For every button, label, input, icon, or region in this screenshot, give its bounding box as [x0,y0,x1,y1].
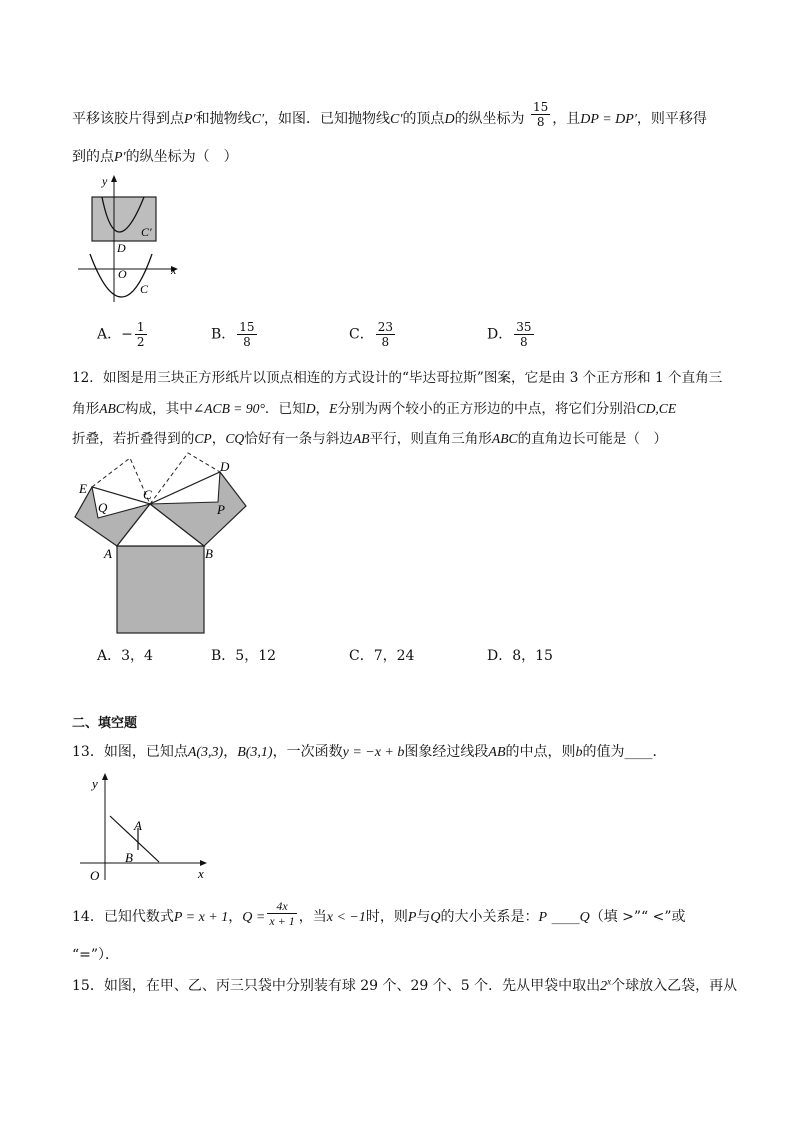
frac-num: 15 [533,99,549,114]
frac-den: 8 [243,335,251,349]
point-p-label: P [217,502,225,517]
var-abc: ABC [491,431,518,446]
q12-option-b[interactable]: B．5，12 [211,648,277,664]
text: ，则平移得 [636,111,707,127]
equation: DP = DP′ [580,112,637,127]
text: 14．已知代数式 [72,909,174,925]
var-p: P [407,910,417,925]
text: （填 [589,909,618,925]
text: 平移该胶片得到点 [72,111,184,127]
point-b: B(3,1) [237,745,273,760]
var-d: D [305,401,316,416]
point-a-label: A [134,818,142,833]
q12-option-a[interactable]: A．3，4 [97,648,153,664]
text: 与 [416,909,431,925]
var-ab: AB [352,431,370,446]
expr-p: P = x + 1 [173,910,229,925]
var-cd-ce: CD,CE [636,401,677,416]
power-exponent: x [607,976,612,987]
q11-option-a[interactable] [97,320,149,349]
text: 角形 [72,401,100,417]
frac-den: 8 [536,114,545,129]
text: 的中点，则 [505,744,576,760]
frac-num: 23 [377,320,393,334]
text: ，当 [298,909,327,925]
frac-den: x + 1 [269,913,295,928]
text: 的纵坐标为 [454,111,525,127]
var-p-prime: P′ [184,112,196,127]
frac-num: 4x [267,899,296,914]
point-q-label: Q [98,500,108,515]
fraction [237,320,256,349]
y-axis-label: y [102,174,108,188]
expr-q: Q = [242,910,266,925]
point-e-label: E [79,481,87,496]
text: 到的点 [72,149,114,165]
var-p: P [538,910,548,925]
frac-num: 15 [239,320,255,334]
q12-option-d[interactable]: D．8，15 [487,648,553,664]
q11-line2 [72,146,238,166]
origin-label: O [90,868,100,883]
q12-option-c[interactable]: C．7，24 [349,648,415,664]
frac-den: 8 [381,335,390,349]
x-axis-label: x [198,866,204,881]
point-a: A(3,3) [187,745,224,760]
frac-num: 1 [136,320,145,334]
text: 和抛物线 [195,111,252,127]
y-axis-label: y [92,776,98,791]
curve-cprime-label: C′ [141,225,152,239]
section-heading: 二、填空题 [72,715,138,730]
answer-blank[interactable]: ____ [624,744,653,760]
sign: − [121,326,133,343]
q12-line1: 12．如图是用三块正方形纸片以顶点相连的方式设计的“毕达哥拉斯”图案，它是由 3 个正方形和 1 个直角三 [72,370,723,386]
power-base: 2 [600,979,608,994]
point-b-label: B [125,850,133,865]
fraction [514,320,533,349]
var-ab: AB [488,745,506,760]
option-label: B． [211,326,236,343]
frac-den: 2 [136,335,145,349]
q14-line2: “=”）． [72,947,120,963]
text: ， [211,431,226,447]
point-a-label: A [104,546,112,561]
var-p-prime: P′ [114,150,126,165]
text: 平行，则直角三角形 [369,431,492,447]
text: 的值为 [582,744,625,760]
function: y = −x + b [342,745,405,760]
var-cp: CP [194,431,212,446]
condition: x < −1 [326,910,366,925]
angle: ∠ACB = 90° [192,401,265,416]
curve-c-label: C [140,282,149,296]
option-label: D． [487,326,513,343]
text: ，一次函数 [272,744,343,760]
text: 折叠，若折叠得到的 [72,431,195,447]
text: 分别为两个较小的正方形边的中点，将它们分别沿 [337,401,637,417]
option-label: A． [97,326,122,343]
text: 个球放入乙袋，再从 [611,978,738,994]
text: ． [652,744,667,760]
point-c-label: C [143,487,152,502]
parabola-figure [74,172,194,306]
fraction [267,899,296,928]
var-abc: ABC [99,401,125,416]
option-label: C． [349,326,374,343]
text: 15．如图，在甲、乙、丙三只袋中分别装有球 29 个、29 个、5 个．先从甲袋中取出 [72,978,601,994]
var-cq: CQ [225,431,245,446]
text: ， [228,909,243,925]
fraction [135,320,147,349]
text: 的大小关系是： [440,909,539,925]
point-b-label: B [205,546,213,561]
q12-line2 [72,397,676,417]
text: ， [223,744,238,760]
text: >”“ <”或 [617,909,686,925]
text: ，且 [552,111,581,127]
fraction [531,100,550,129]
answer-blank[interactable]: ____ [551,909,580,925]
point-d-label: D [117,241,126,255]
text: 13．如图，已知点 [72,744,188,760]
text: 图象经过线段 [404,744,489,760]
text: 的顶点 [402,111,445,127]
var-b: b [575,745,583,760]
frac-num: 35 [516,320,532,334]
text: ， [315,401,330,417]
var-q: Q [579,910,590,925]
q15-line [72,975,737,995]
text: 的直角边长可能是（ ） [517,431,668,447]
q11-line1 [72,99,707,129]
var-q: Q [430,910,441,925]
q11-option-d[interactable] [487,320,536,349]
fraction [376,320,395,349]
q12-line3 [72,427,667,447]
frac-den: 8 [520,335,528,349]
var-c-prime: C′ [390,112,403,127]
q11-option-c[interactable] [349,320,397,349]
x-axis-label: x [171,263,177,277]
origin-label: O [118,267,127,281]
q14-line1 [72,898,686,928]
var-d: D [444,112,455,127]
var-c-prime: C′ [251,112,265,127]
text: ，如图．已知抛物线 [264,111,391,127]
q11-option-b[interactable] [211,320,259,349]
text: 的纵坐标为（ ） [125,149,238,165]
point-d-label: D [220,459,230,474]
var-e: E [329,401,338,416]
text: ．已知 [264,401,306,417]
text: 时，则 [365,909,408,925]
text: 构成，其中 [124,401,193,417]
pythagoras-figure [70,450,260,636]
coordinate-figure [80,768,216,886]
text: 恰好有一条与斜边 [244,431,353,447]
q13-line [72,741,667,761]
